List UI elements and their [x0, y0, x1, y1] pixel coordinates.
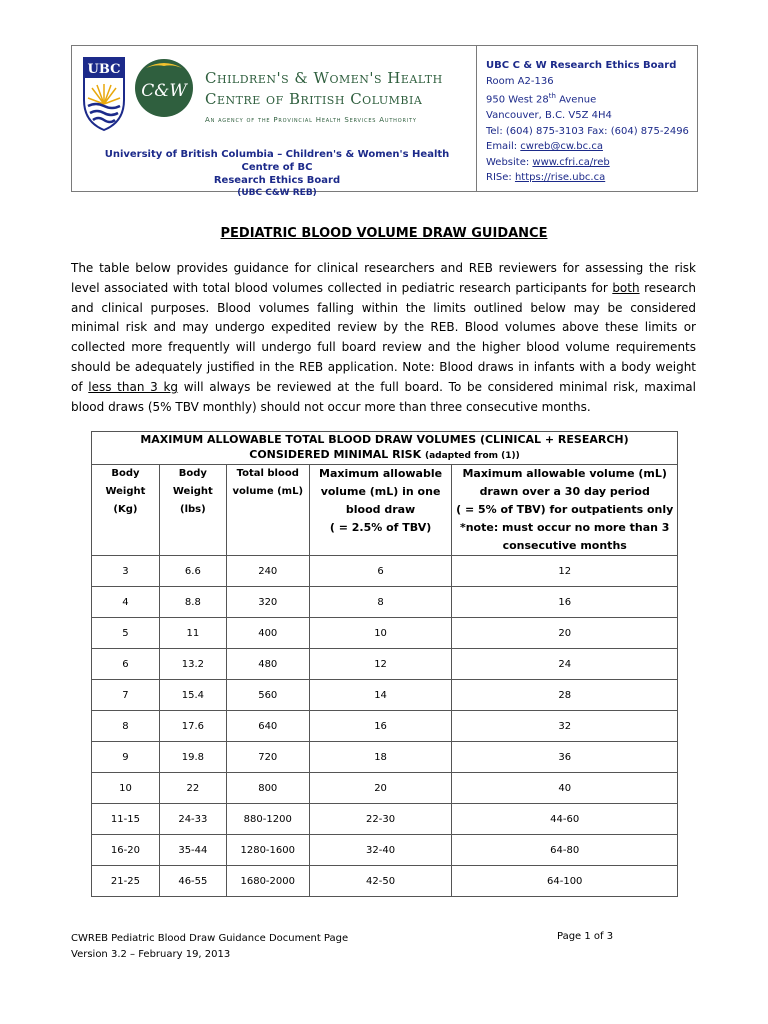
- email-link[interactable]: cwreb@cw.bc.ca: [520, 141, 603, 153]
- contact-city: Vancouver, B.C. V5Z 4H4: [486, 110, 612, 122]
- rise-link[interactable]: https://rise.ubc.ca: [514, 172, 606, 184]
- table-cell: 12: [309, 649, 452, 680]
- table-cell: 8.8: [159, 587, 226, 618]
- contact-address: 950 West 28th Avenue: [486, 92, 597, 106]
- emphasis-both: both: [612, 280, 640, 295]
- table-cell: 12: [452, 556, 678, 587]
- footer-version: Version 3.2 – February 19, 2013: [71, 949, 231, 960]
- table-cell: 20: [309, 773, 452, 804]
- table-caption-row: [92, 432, 678, 465]
- table-cell: 8: [92, 711, 160, 742]
- table-cell: 720: [226, 742, 309, 773]
- table-cell: 1680-2000: [226, 866, 309, 897]
- table-cell: 24: [452, 649, 678, 680]
- table-row: [92, 742, 678, 773]
- table-cell: 1280-1600: [226, 835, 309, 866]
- table-row: [92, 556, 678, 587]
- table-cell: 560: [226, 680, 309, 711]
- cw-logo-text: C&W: [141, 81, 187, 101]
- reb-title-line1: University of British Columbia – Children's & Women's Health Centre of BC: [104, 149, 450, 173]
- table-cell: 36: [452, 742, 678, 773]
- contact-rise-row: RISe: https://rise.ubc.ca: [486, 172, 606, 184]
- website-link[interactable]: www.cfri.ca/reb: [532, 156, 610, 168]
- table-cell: 40: [452, 773, 678, 804]
- table-row: [92, 835, 678, 866]
- contact-email-row: Email: cwreb@cw.bc.ca: [486, 141, 603, 153]
- table-row: [92, 680, 678, 711]
- contact-org: UBC C & W Research Ethics Board: [486, 60, 677, 71]
- table-cell: 22: [159, 773, 226, 804]
- column-header: Body Weight (Kg): [92, 465, 160, 556]
- footer-left: [71, 931, 348, 963]
- contact-room: Room A2-136: [486, 75, 554, 87]
- table-caption: MAXIMUM ALLOWABLE TOTAL BLOOD DRAW VOLUMES (CLINICAL + RESEARCH) CONSIDERED MINIMAL RISK (adapted from (1)): [92, 432, 678, 465]
- table-cell: 44-60: [452, 804, 678, 835]
- table-cell: 10: [92, 773, 160, 804]
- table-cell: 9: [92, 742, 160, 773]
- reb-title-line2: Research Ethics Board: [213, 175, 341, 186]
- table-cell: 18: [309, 742, 452, 773]
- column-header: Maximum allowable volume (mL) drawn over a 30 day period ( = 5% of TBV) for outpatients only *note: must occur no more than 3 consecutive months: [452, 465, 678, 556]
- emphasis-weight: less than 3 kg: [88, 379, 179, 394]
- column-header: Total blood volume (mL): [226, 465, 309, 556]
- table-cell: 400: [226, 618, 309, 649]
- column-header: Maximum allowable volume (mL) in one blood draw ( = 2.5% of TBV): [309, 465, 452, 556]
- table-cell: 22-30: [309, 804, 452, 835]
- table-cell: 11: [159, 618, 226, 649]
- table-cell: 320: [226, 587, 309, 618]
- table-cell: 16-20: [92, 835, 160, 866]
- hospital-name-line1: Children's & Women's Health: [205, 69, 443, 87]
- hospital-name: [205, 68, 443, 110]
- table-cell: 16: [452, 587, 678, 618]
- table-cell: 880-1200: [226, 804, 309, 835]
- table-cell: 480: [226, 649, 309, 680]
- cw-logo: [134, 58, 194, 118]
- table-cell: 42-50: [309, 866, 452, 897]
- table-cell: 6: [309, 556, 452, 587]
- reb-title: [92, 148, 462, 200]
- table-cell: 20: [452, 618, 678, 649]
- table-cell: 10: [309, 618, 452, 649]
- table-cell: 35-44: [159, 835, 226, 866]
- footer-page-number: Page 1 of 3: [557, 931, 614, 942]
- ubc-logo-text: UBC: [87, 62, 121, 77]
- letterhead: [71, 45, 698, 198]
- table-cell: 16: [309, 711, 452, 742]
- hospital-tagline: An agency of the Provincial Health Services Authority: [205, 116, 417, 124]
- table-cell: 14: [309, 680, 452, 711]
- table-row: [92, 649, 678, 680]
- table-cell: 64-100: [452, 866, 678, 897]
- contact-website-row: Website: www.cfri.ca/reb: [486, 156, 610, 168]
- table-cell: 3: [92, 556, 160, 587]
- footer-doc-name: CWREB Pediatric Blood Draw Guidance Document Page: [71, 933, 349, 944]
- table-cell: 24-33: [159, 804, 226, 835]
- document-title: PEDIATRIC BLOOD VOLUME DRAW GUIDANCE: [220, 226, 548, 241]
- table-cell: 46-55: [159, 866, 226, 897]
- hospital-name-line2: Centre of British Columbia: [205, 90, 423, 108]
- table-cell: 5: [92, 618, 160, 649]
- table-header-row: [92, 465, 678, 556]
- table-cell: 32: [452, 711, 678, 742]
- table-body: [92, 556, 678, 897]
- table-row: [92, 618, 678, 649]
- table-cell: 21-25: [92, 866, 160, 897]
- table-row: [92, 804, 678, 835]
- table-cell: 11-15: [92, 804, 160, 835]
- table-cell: 800: [226, 773, 309, 804]
- table-cell: 8: [309, 587, 452, 618]
- contact-block: [486, 58, 689, 186]
- table-cell: 13.2: [159, 649, 226, 680]
- table-row: [92, 587, 678, 618]
- column-header: Body Weight (lbs): [159, 465, 226, 556]
- contact-phone: Tel: (604) 875-3103 Fax: (604) 875-2496: [486, 125, 689, 137]
- blood-volume-table: [91, 431, 678, 897]
- table-row: [92, 773, 678, 804]
- table-cell: 4: [92, 587, 160, 618]
- table-cell: 32-40: [309, 835, 452, 866]
- table-cell: 64-80: [452, 835, 678, 866]
- table-cell: 17.6: [159, 711, 226, 742]
- table-cell: 28: [452, 680, 678, 711]
- table-cell: 240: [226, 556, 309, 587]
- table-row: [92, 711, 678, 742]
- table-cell: 6.6: [159, 556, 226, 587]
- table-cell: 15.4: [159, 680, 226, 711]
- table-row: [92, 866, 678, 897]
- table-cell: 7: [92, 680, 160, 711]
- table-cell: 640: [226, 711, 309, 742]
- ubc-crest-logo: [82, 56, 126, 132]
- reb-title-abbr: (UBC C&W REB): [237, 188, 317, 198]
- table-cell: 6: [92, 649, 160, 680]
- intro-paragraph: The table below provides guidance for clinical researchers and REB reviewers for assessing the risk level associated with total blood volumes collected in pediatric research participants for both research and clinical purposes. Blood volumes falling within the limits outlined below may be considered minimal risk and may undergo expedited review by the REB. Blood volumes above these limits or collected more frequently will undergo full board review and the higher blood volume requirements should be adequately justified in the REB application. Note: Blood draws in infants with a body weight of less than 3 kg will always be reviewed at the full board. To be considered minimal risk, maximal blood draws (5% TBV monthly) should not occur more than three consecutive months.: [71, 261, 696, 414]
- header-divider: [476, 46, 477, 191]
- table-cell: 19.8: [159, 742, 226, 773]
